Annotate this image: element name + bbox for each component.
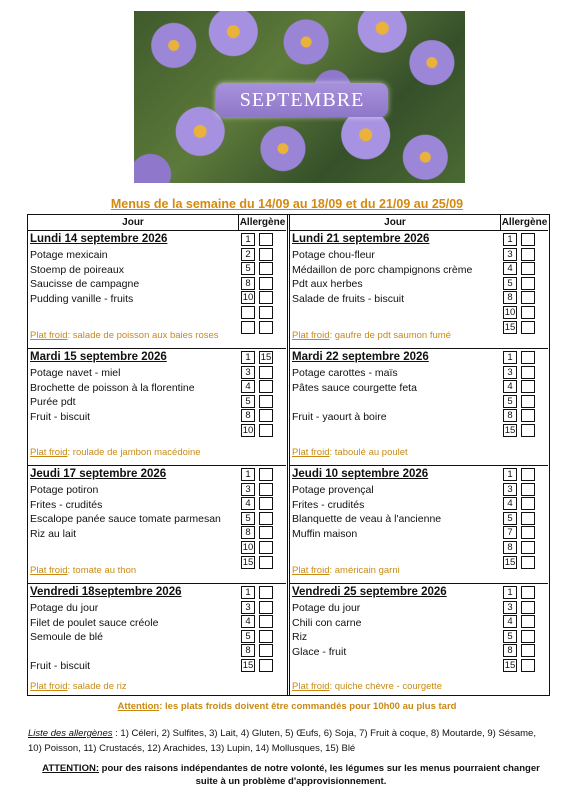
cold-dish-note [0,701,574,712]
dish-item: Potage potiron [30,484,99,496]
cold-dish [30,565,136,576]
allergen-code-extra [521,601,535,614]
allergen-code-extra [259,380,273,393]
allergen-code: 15 [504,660,516,671]
allergen-code: 4 [241,615,255,628]
allergen-code: 8 [241,409,255,422]
dish-item: Semoule de blé [30,631,103,644]
supply-warning [36,762,546,788]
dish-item: Muffin maison [292,527,358,540]
allergen-code: 1 [241,351,255,364]
allergen-code: 4 [503,615,517,628]
allergen-code: 10 [242,292,254,304]
allergen-code: 10 [242,542,254,553]
day-title: Jeudi 17 septembre 2026 [30,468,167,480]
day-section [290,465,548,584]
allergen-code-extra [521,409,535,422]
allergen-code: 8 [241,277,255,290]
allergen-code-extra [259,630,273,643]
day-title: Mardi 15 septembre 2026 [30,351,167,363]
dish-item: Potage du jour [30,602,99,614]
allergen-code-extra [259,644,273,657]
allergen-code-extra [521,497,535,510]
cold-dish-label: Plat froid [30,447,68,458]
allergen-code-extra [259,659,273,672]
allergen-code-extra [259,262,273,275]
allergen-code-extra [259,615,273,628]
allergen-code [241,306,255,319]
allergen-code: 3 [503,483,517,496]
allergen-code: 8 [503,644,517,657]
allergen-code: 1 [241,586,255,599]
dish-item: Médaillon de porc champignons crème [292,263,473,276]
day-section [28,465,286,584]
allergen-code-extra [521,541,535,554]
dish-item: Potage provençal [292,484,374,496]
cold-dish-text: : américain garni [329,565,400,576]
cold-dish-label: Plat froid [30,681,68,692]
menu-table [27,214,550,696]
week-2-column [287,215,548,695]
allergen-code: 3 [503,366,517,379]
table-header [28,215,286,231]
allergen-code: 10 [242,425,254,436]
note-text: : les plats froids doivent être commandés pour 10h00 au plus tard [159,701,457,712]
allergen-code-extra: 15 [260,352,272,363]
cold-dish-text: : quiche chèvre - courgette [329,681,442,692]
day-section [28,583,286,699]
dish-item: Filet de poulet sauce créole [30,616,159,629]
cold-dish-label: Plat froid [292,681,330,692]
allergen-code-extra [259,248,273,261]
cold-dish-text: : roulade de jambon macédoine [67,447,201,458]
cold-dish-text: : salade de riz [67,681,127,692]
cold-dish-label: Plat froid [30,565,68,576]
cold-dish [292,330,451,341]
allergen-code: 4 [503,497,517,510]
allergen-code-extra [521,366,535,379]
allergen-code: 5 [503,512,517,525]
dish-item: Chili con carne [292,616,362,629]
note-label: Attention [117,701,160,712]
allergen-code: 3 [503,601,517,614]
allergen-code-extra [259,556,273,569]
cold-dish [30,681,127,692]
header-day: Jour [122,217,144,228]
allergen-code-extra [521,556,535,569]
allergen-code: 3 [241,366,255,379]
allergen-code: 5 [241,630,255,643]
day-title: Vendredi 25 septembre 2026 [292,586,447,598]
table-header [290,215,548,231]
allergen-code-extra [259,468,273,481]
allergen-list-label: Liste des allergènes [28,728,113,739]
dish-item: Saucisse de campagne [30,278,140,291]
allergen-code: 8 [503,409,517,422]
dish-item: Frites - crudités [292,498,365,511]
allergen-code-extra [259,321,273,334]
dish-item: Riz [292,631,308,644]
day-section [28,230,286,349]
allergen-code: 15 [504,425,516,436]
allergen-code-extra [521,526,535,539]
allergen-code-extra [259,586,273,599]
allergen-code: 8 [503,291,517,304]
dish-item: Glace - fruit [292,645,347,658]
warning-label: ATTENTION: [42,763,99,774]
dish-item: Potage du jour [292,602,361,614]
allergen-code: 15 [242,556,254,568]
allergen-code: 7 [503,526,517,539]
allergen-code-extra [259,233,273,246]
day-section [290,583,548,699]
allergen-code-extra [521,424,535,437]
cold-dish-label: Plat froid [292,330,330,341]
allergen-code-extra [259,424,273,437]
allergen-code-extra [521,233,535,246]
header-allergens: Allergène [501,217,548,228]
allergen-code: 1 [503,233,517,246]
dish-item: Potage chou-fleur [292,249,375,261]
allergen-code-extra [259,291,273,304]
allergen-code-extra [521,291,535,304]
dish-item: Fruit - yaourt à boire [292,410,387,423]
allergen-code-extra [521,395,535,408]
allergen-list [28,726,552,756]
allergen-code-extra [521,380,535,393]
allergen-code: 15 [504,321,516,333]
allergen-code: 1 [503,468,517,481]
allergen-code: 5 [503,395,517,408]
allergen-code-extra [521,321,535,334]
cold-dish-text: : salade de poisson aux baies roses [67,330,219,341]
allergen-code-extra [521,615,535,628]
day-title: Vendredi 18septembre 2026 [30,586,182,598]
page-title: Menus de la semaine du 14/09 au 18/09 et du 21/09 au 25/09 [110,197,464,211]
dish-item: Pdt aux herbes [292,278,363,291]
allergen-code: 4 [503,380,517,393]
dish-item: Blanquette de veau à l'ancienne [292,513,442,526]
allergen-code-extra [521,483,535,496]
allergen-code: 5 [241,262,255,275]
header-day: Jour [384,217,406,228]
allergen-code [241,321,255,334]
allergen-code: 5 [503,277,517,290]
allergen-code-extra [259,306,273,319]
day-title: Jeudi 10 septembre 2026 [292,468,429,480]
cold-dish-text: : gaufre de pdt saumon fumé [329,330,451,341]
cold-dish [292,447,408,458]
day-section [290,230,548,349]
dish-item: Potage mexicain [30,249,108,261]
allergen-code-extra [521,644,535,657]
allergen-code-extra [521,262,535,275]
allergen-code: 2 [241,248,255,261]
allergen-code-extra [521,306,535,319]
cold-dish [30,447,201,458]
allergen-code: 4 [241,380,255,393]
dish-item: Fruit - biscuit [30,410,91,423]
allergen-code-extra [259,526,273,539]
allergen-code: 1 [503,586,517,599]
day-title: Lundi 14 septembre 2026 [30,233,168,245]
dish-item: Potage navet - miel [30,367,121,379]
allergen-code-extra [521,512,535,525]
week-1-column [28,215,286,695]
banner-image [134,11,465,183]
allergen-code: 15 [242,660,254,671]
allergen-code: 3 [503,248,517,261]
allergen-code-extra [259,483,273,496]
allergen-code-extra [521,659,535,672]
dish-item: Pudding vanille - fruits [30,292,134,305]
allergen-code: 8 [241,644,255,657]
allergen-code-extra [259,497,273,510]
allergen-code-extra [259,277,273,290]
dish-item: Salade de fruits - biscuit [292,292,405,305]
cold-dish-text: : taboulé au poulet [329,447,408,458]
allergen-code: 1 [241,233,255,246]
allergen-code: 3 [241,483,255,496]
allergen-code: 4 [241,497,255,510]
day-title: Mardi 22 septembre 2026 [292,351,429,363]
allergen-code: 4 [503,262,517,275]
allergen-code-extra [259,541,273,554]
allergen-code-extra [521,277,535,290]
dish-item: Pâtes sauce courgette feta [292,381,417,394]
allergen-code-extra [521,630,535,643]
dish-item: Fruit - biscuit [30,660,91,673]
allergen-code: 15 [504,556,516,568]
cold-dish-label: Plat froid [30,330,68,341]
cold-dish [30,330,219,341]
allergen-list-text: : 1) Céleri, 2) Sulfites, 3) Lait, 4) Gluten, 5) Œufs, 6) Soja, 7) Fruit à coque, 8) Moutarde, 9) Sésame, 10) Poisson, 11) Crustacés, 12) Arachides, 13) Lupin, 14) Mollusques, 15) Blé [28,728,536,754]
day-section [290,348,548,466]
cold-dish [292,565,400,576]
allergen-code: 5 [241,512,255,525]
allergen-code-extra [521,586,535,599]
cold-dish-label: Plat froid [292,447,330,458]
day-section [28,348,286,466]
dish-item: Purée pdt [30,396,76,409]
banner-title: SEPTEMBRE [216,83,388,117]
allergen-code: 5 [503,630,517,643]
allergen-code: 1 [241,468,255,481]
allergen-code: 10 [504,307,516,318]
dish-item: Escalope panée sauce tomate parmesan [30,513,221,526]
allergen-code: 1 [503,351,517,364]
dish-item: Frites - crudités [30,498,103,511]
dish-item: Stoemp de poireaux [30,263,124,276]
allergen-code-extra [259,512,273,525]
allergen-code-extra [521,351,535,364]
allergen-code: 8 [241,526,255,539]
allergen-code-extra [521,248,535,261]
warning-text: pour des raisons indépendantes de notre volonté, les légumes sur les menus pourraient changer suite à un problème d'approvisionnement. [99,763,540,787]
header-allergens: Allergène [239,217,286,228]
dish-item: Riz au lait [30,527,77,540]
allergen-code: 5 [241,395,255,408]
dish-item: Brochette de poisson à la florentine [30,381,195,394]
cold-dish-text: : tomate au thon [67,565,137,576]
cold-dish-label: Plat froid [292,565,330,576]
allergen-code: 8 [503,541,517,554]
allergen-code-extra [259,409,273,422]
day-title: Lundi 21 septembre 2026 [292,233,430,245]
dish-item: Potage carottes - maïs [292,367,398,379]
allergen-code: 3 [241,601,255,614]
allergen-code-extra [259,366,273,379]
cold-dish [292,681,442,692]
allergen-code-extra [521,468,535,481]
allergen-code-extra [259,395,273,408]
allergen-code-extra [259,601,273,614]
